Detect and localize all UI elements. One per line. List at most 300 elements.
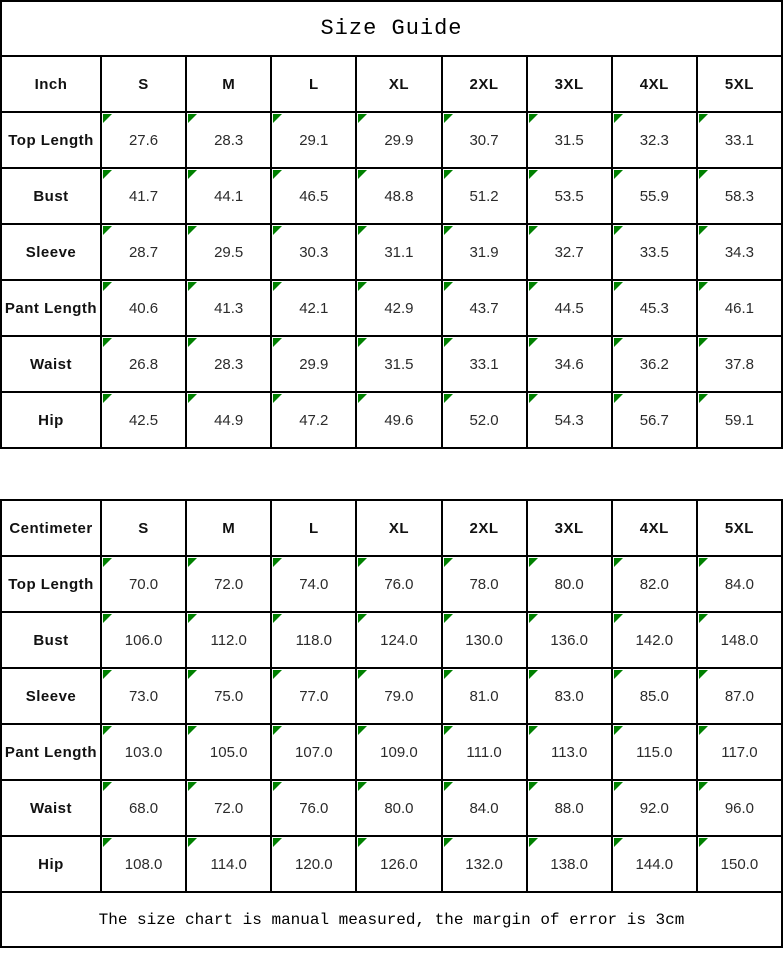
size-column-header: 5XL [697,56,782,112]
corner-triangle-icon [699,282,708,291]
value-cell [356,556,441,612]
cell-value: 118.0 [295,631,333,649]
value-cell [101,168,186,224]
value-cell [271,612,356,668]
table-row [1,836,782,892]
corner-triangle-icon [614,670,623,679]
corner-triangle-icon [444,614,453,623]
corner-triangle-icon [444,838,453,847]
cell-value: 76.0 [299,799,329,817]
corner-triangle-icon [358,558,367,567]
row-label: Sleeve [1,224,101,280]
corner-triangle-icon [358,338,367,347]
corner-triangle-icon [188,226,197,235]
size-column-header: 2XL [442,56,527,112]
cell-value: 42.1 [299,299,329,317]
row-label: Hip [1,836,101,892]
corner-triangle-icon [103,726,112,735]
cell-value: 150.0 [720,855,759,873]
corner-triangle-icon [614,282,623,291]
row-label: Waist [1,336,101,392]
corner-triangle-icon [614,170,623,179]
corner-triangle-icon [273,226,282,235]
size-column-header: XL [356,500,441,556]
cell-value: 27.6 [128,131,159,149]
value-cell [612,668,697,724]
corner-triangle-icon [529,114,538,123]
row-label: Top Length [1,556,101,612]
corner-triangle-icon [273,394,282,403]
value-cell [527,780,612,836]
value-cell [442,556,527,612]
value-cell [442,724,527,780]
corner-triangle-icon [444,170,453,179]
cell-value: 30.7 [469,131,499,149]
cell-value: 79.0 [384,687,414,705]
corner-triangle-icon [699,114,708,123]
corner-triangle-icon [103,338,112,347]
cell-value: 68.0 [128,799,159,817]
value-cell [186,724,271,780]
corner-triangle-icon [273,670,282,679]
corner-triangle-icon [103,614,112,623]
table-row [1,612,782,668]
corner-triangle-icon [614,226,623,235]
table-row [1,668,782,724]
corner-triangle-icon [529,614,538,623]
corner-triangle-icon [188,614,197,623]
value-cell [612,780,697,836]
corner-triangle-icon [103,170,112,179]
corner-triangle-icon [103,670,112,679]
value-cell [697,724,782,780]
cell-value: 92.0 [639,799,669,817]
corner-triangle-icon [444,282,453,291]
corner-triangle-icon [614,338,623,347]
corner-triangle-icon [699,394,708,403]
cell-value: 138.0 [550,855,588,873]
centimeter-table [0,499,783,893]
size-column-header: M [186,56,271,112]
cell-value: 78.0 [469,575,499,593]
value-cell [356,224,441,280]
value-cell [697,836,782,892]
cell-value: 109.0 [380,743,418,761]
corner-triangle-icon [529,782,538,791]
value-cell [612,612,697,668]
cell-value: 130.0 [465,631,503,649]
table-header-row [1,56,782,112]
value-cell [356,836,441,892]
corner-triangle-icon [444,782,453,791]
cell-value: 28.7 [128,243,159,261]
cell-value: 42.9 [384,299,414,317]
value-cell [101,612,186,668]
value-cell [271,556,356,612]
value-cell [356,280,441,336]
corner-triangle-icon [529,282,538,291]
value-cell [697,112,782,168]
value-cell [356,392,441,448]
corner-triangle-icon [273,614,282,623]
value-cell [527,836,612,892]
cell-value: 55.9 [639,187,669,205]
value-cell [271,836,356,892]
corner-triangle-icon [614,838,623,847]
corner-triangle-icon [273,838,282,847]
size-column-header: M [186,500,271,556]
value-cell [271,724,356,780]
cell-value: 83.0 [554,687,584,705]
size-column-header: XL [356,56,441,112]
corner-triangle-icon [188,670,197,679]
value-cell [612,556,697,612]
cell-value: 148.0 [720,631,759,649]
value-cell [527,556,612,612]
value-cell [442,224,527,280]
cell-value: 41.7 [128,187,159,205]
value-cell [527,668,612,724]
value-cell [527,224,612,280]
corner-triangle-icon [444,726,453,735]
value-cell [442,612,527,668]
value-cell [271,780,356,836]
value-cell [101,780,186,836]
value-cell [442,336,527,392]
value-cell [442,112,527,168]
cell-value: 43.7 [469,299,499,317]
corner-triangle-icon [358,170,367,179]
corner-triangle-icon [188,394,197,403]
corner-triangle-icon [699,170,708,179]
table-row [1,556,782,612]
size-tables [0,55,783,893]
cell-value: 33.1 [724,131,755,149]
corner-triangle-icon [614,614,623,623]
cell-value: 32.7 [554,243,584,261]
cell-value: 28.3 [214,355,244,373]
cell-value: 132.0 [465,855,503,873]
value-cell [697,224,782,280]
value-cell [271,668,356,724]
corner-triangle-icon [273,338,282,347]
cell-value: 82.0 [639,575,669,593]
value-cell [101,112,186,168]
cell-value: 103.0 [124,743,163,761]
footer-note: The size chart is manual measured, the margin of error is 3cm [0,891,783,948]
cell-value: 33.5 [639,243,669,261]
value-cell [356,112,441,168]
corner-triangle-icon [188,114,197,123]
corner-triangle-icon [273,114,282,123]
cell-value: 49.6 [384,411,414,429]
value-cell [527,392,612,448]
value-cell [101,336,186,392]
corner-triangle-icon [188,558,197,567]
row-label: Pant Length [1,280,101,336]
corner-triangle-icon [188,282,197,291]
corner-triangle-icon [358,226,367,235]
cell-value: 44.9 [214,411,244,429]
cell-value: 44.5 [554,299,584,317]
value-cell [527,612,612,668]
corner-triangle-icon [699,670,708,679]
value-cell [356,724,441,780]
cell-value: 111.0 [466,743,502,761]
corner-triangle-icon [188,338,197,347]
value-cell [697,168,782,224]
cell-value: 72.0 [214,575,244,593]
cell-value: 31.5 [554,131,584,149]
value-cell [527,280,612,336]
table-row [1,724,782,780]
value-cell [186,224,271,280]
corner-triangle-icon [103,282,112,291]
value-cell [186,556,271,612]
table-row [1,280,782,336]
cell-value: 126.0 [380,855,418,873]
cell-value: 76.0 [384,575,414,593]
cell-value: 59.1 [724,411,755,429]
cell-value: 31.1 [384,243,414,261]
value-cell [612,280,697,336]
cell-value: 31.9 [469,243,499,261]
size-column-header: 3XL [527,500,612,556]
value-cell [527,112,612,168]
corner-triangle-icon [358,670,367,679]
value-cell [271,280,356,336]
cell-value: 77.0 [299,687,329,705]
corner-triangle-icon [529,838,538,847]
corner-triangle-icon [529,170,538,179]
value-cell [612,168,697,224]
cell-value: 105.0 [209,743,248,761]
row-label: Top Length [1,112,101,168]
corner-triangle-icon [699,338,708,347]
row-label: Bust [1,168,101,224]
value-cell [101,724,186,780]
value-cell [101,556,186,612]
size-column-header: S [101,56,186,112]
corner-triangle-icon [699,614,708,623]
cell-value: 31.5 [384,355,414,373]
corner-triangle-icon [103,558,112,567]
value-cell [101,280,186,336]
unit-header: Inch [1,56,101,112]
size-column-header: S [101,500,186,556]
corner-triangle-icon [273,282,282,291]
size-column-header: 5XL [697,500,782,556]
corner-triangle-icon [699,726,708,735]
value-cell [186,112,271,168]
corner-triangle-icon [358,282,367,291]
value-cell [271,392,356,448]
table-row [1,112,782,168]
value-cell [527,336,612,392]
cell-value: 85.0 [639,687,669,705]
value-cell [101,836,186,892]
corner-triangle-icon [699,838,708,847]
cell-value: 113.0 [550,743,588,761]
value-cell [101,392,186,448]
cell-value: 51.2 [469,187,499,205]
corner-triangle-icon [444,670,453,679]
cell-value: 47.2 [299,411,329,429]
cell-value: 30.3 [299,243,329,261]
cell-value: 53.5 [554,187,584,205]
value-cell [356,336,441,392]
value-cell [442,668,527,724]
value-cell [186,612,271,668]
cell-value: 44.1 [214,187,244,205]
cell-value: 26.8 [128,355,159,373]
corner-triangle-icon [614,394,623,403]
cell-value: 40.6 [128,299,159,317]
cell-value: 29.9 [384,131,414,149]
value-cell [612,392,697,448]
size-column-header: L [271,500,356,556]
cell-value: 136.0 [550,631,588,649]
cell-value: 46.1 [724,299,755,317]
cell-value: 42.5 [128,411,159,429]
cell-value: 54.3 [554,411,584,429]
table-row [1,224,782,280]
corner-triangle-icon [273,782,282,791]
value-cell [442,836,527,892]
value-cell [356,168,441,224]
table-gap [0,449,783,501]
value-cell [101,668,186,724]
value-cell [271,168,356,224]
corner-triangle-icon [529,670,538,679]
cell-value: 70.0 [128,575,159,593]
cell-value: 34.3 [724,243,755,261]
cell-value: 58.3 [724,187,755,205]
value-cell [186,780,271,836]
corner-triangle-icon [103,226,112,235]
corner-triangle-icon [529,338,538,347]
value-cell [612,224,697,280]
size-column-header: 2XL [442,500,527,556]
corner-triangle-icon [614,726,623,735]
table-row [1,780,782,836]
row-label: Waist [1,780,101,836]
corner-triangle-icon [529,394,538,403]
corner-triangle-icon [614,114,623,123]
cell-value: 120.0 [295,855,333,873]
corner-triangle-icon [273,558,282,567]
cell-value: 74.0 [299,575,329,593]
cell-value: 29.9 [299,355,329,373]
value-cell [697,668,782,724]
table-row [1,336,782,392]
value-cell [612,112,697,168]
corner-triangle-icon [699,782,708,791]
size-column-header: 4XL [612,56,697,112]
cell-value: 32.3 [639,131,669,149]
corner-triangle-icon [444,394,453,403]
size-column-header: 4XL [612,500,697,556]
cell-value: 29.1 [299,131,329,149]
corner-triangle-icon [699,226,708,235]
value-cell [697,280,782,336]
row-label: Pant Length [1,724,101,780]
value-cell [442,280,527,336]
corner-triangle-icon [699,558,708,567]
value-cell [527,724,612,780]
value-cell [697,556,782,612]
value-cell [186,168,271,224]
value-cell [186,392,271,448]
value-cell [186,836,271,892]
row-label: Hip [1,392,101,448]
cell-value: 84.0 [724,575,755,593]
corner-triangle-icon [529,226,538,235]
corner-triangle-icon [103,394,112,403]
value-cell [356,780,441,836]
cell-value: 108.0 [124,855,163,873]
value-cell [186,336,271,392]
cell-value: 33.1 [469,355,499,373]
cell-value: 45.3 [639,299,669,317]
corner-triangle-icon [103,838,112,847]
corner-triangle-icon [273,726,282,735]
corner-triangle-icon [188,726,197,735]
cell-value: 96.0 [724,799,755,817]
cell-value: 73.0 [128,687,159,705]
corner-triangle-icon [358,726,367,735]
table-row [1,168,782,224]
cell-value: 114.0 [210,855,247,873]
corner-triangle-icon [103,782,112,791]
corner-triangle-icon [614,558,623,567]
value-cell [697,336,782,392]
value-cell [186,280,271,336]
cell-value: 88.0 [554,799,584,817]
corner-triangle-icon [358,114,367,123]
cell-value: 106.0 [124,631,163,649]
cell-value: 72.0 [214,799,244,817]
cell-value: 36.2 [639,355,669,373]
cell-value: 56.7 [639,411,669,429]
value-cell [101,224,186,280]
value-cell [271,224,356,280]
cell-value: 144.0 [635,855,674,873]
cell-value: 41.3 [214,299,244,317]
cell-value: 107.0 [295,743,333,761]
cell-value: 52.0 [469,411,499,429]
corner-triangle-icon [444,338,453,347]
cell-value: 84.0 [469,799,499,817]
table-row [1,392,782,448]
value-cell [612,724,697,780]
size-column-header: L [271,56,356,112]
cell-value: 28.3 [214,131,244,149]
value-cell [442,392,527,448]
page-title: Size Guide [0,0,783,57]
value-cell [612,336,697,392]
corner-triangle-icon [358,782,367,791]
cell-value: 34.6 [554,355,584,373]
cell-value: 37.8 [724,355,755,373]
corner-triangle-icon [444,114,453,123]
size-column-header: 3XL [527,56,612,112]
value-cell [697,392,782,448]
corner-triangle-icon [529,558,538,567]
corner-triangle-icon [358,838,367,847]
cell-value: 48.8 [384,187,414,205]
value-cell [271,112,356,168]
